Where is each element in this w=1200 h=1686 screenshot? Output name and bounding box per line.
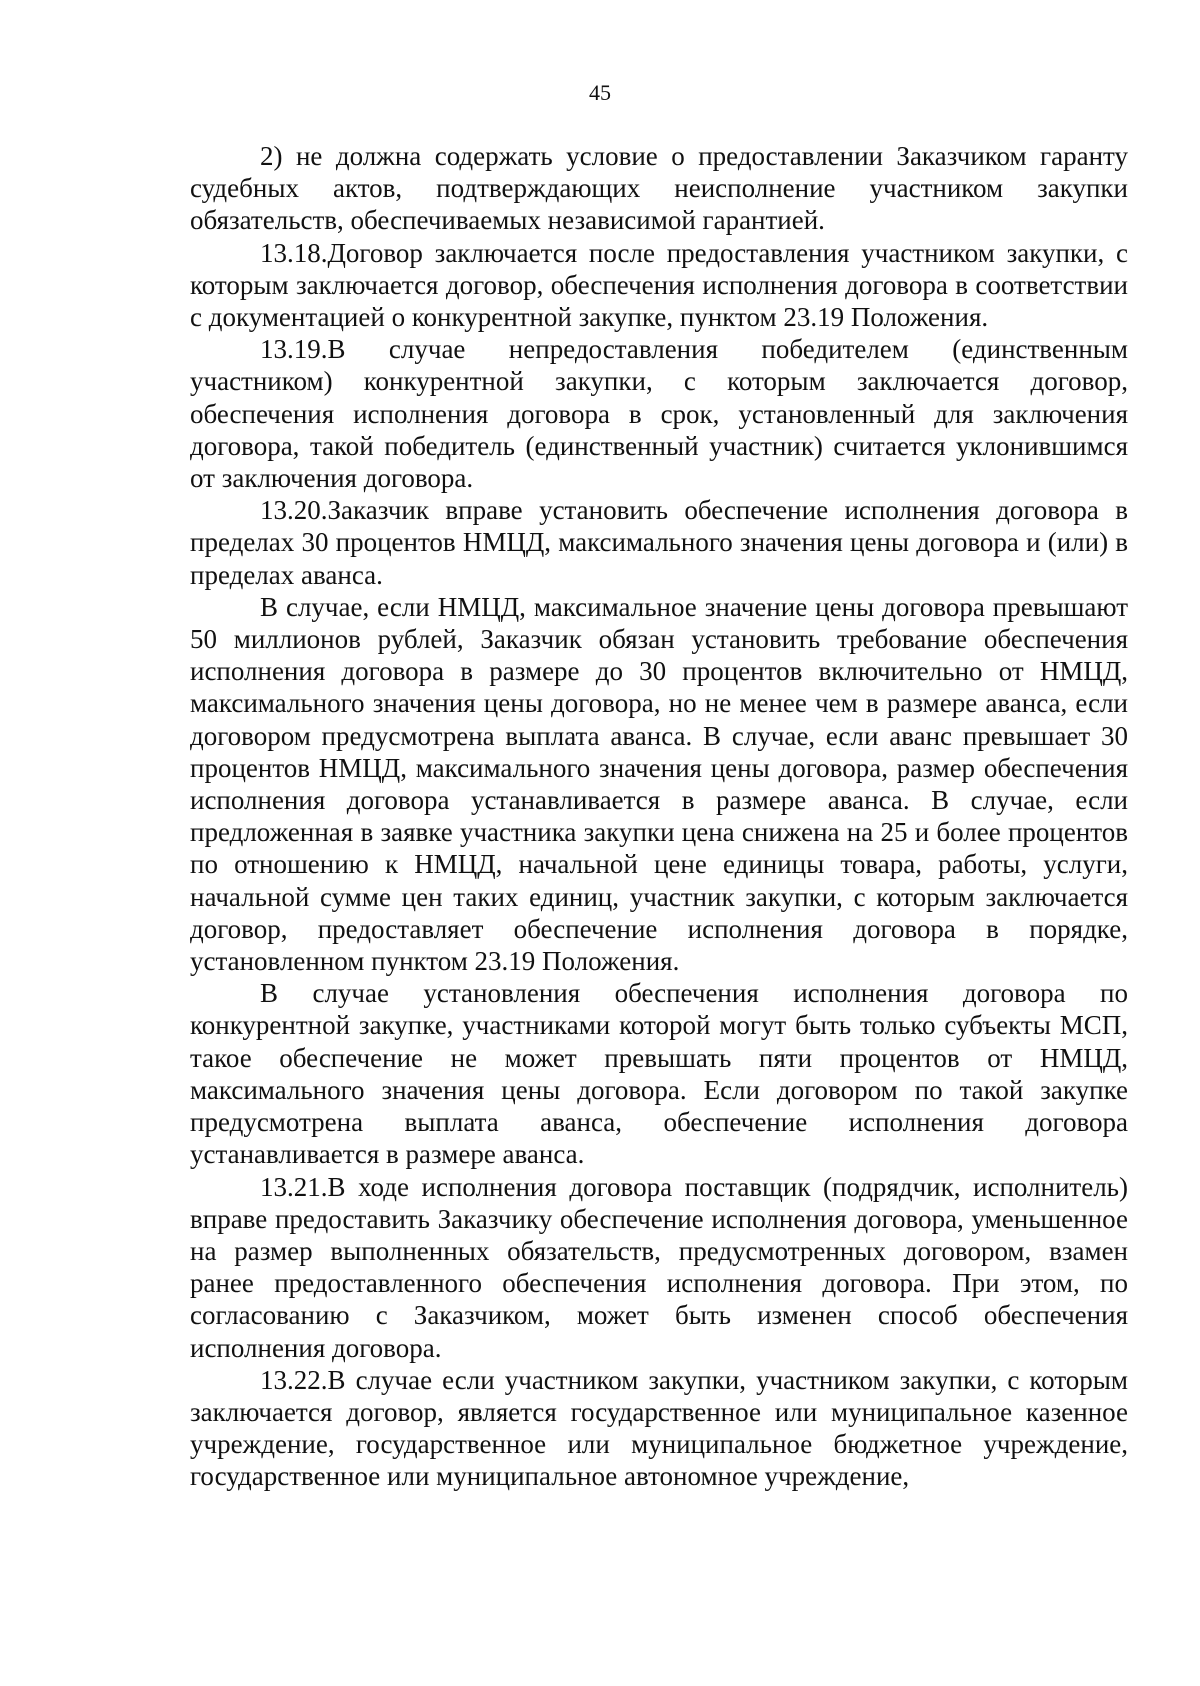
paragraph-13-18: 13.18.Договор заключается после предоставления участником закупки, с которым заключается договор, обеспечения исполнения договора в соответствии с документацией о конкурентной закупке, пунктом 23.19 Положения. <box>190 237 1128 333</box>
paragraph-13-20-part-3: В случае установления обеспечения исполнения договора по конкурентной закупке, участниками которой могут быть только субъекты МСП, такое обеспечение не может превышать пяти процентов от НМЦД, максимального значения цены договора. Если договором по такой закупке предусмотрена выплата аванса, обеспечение исполнения договора устанавливается в размере аванса. <box>190 978 1128 1170</box>
paragraph-13-21: 13.21.В ходе исполнения договора поставщик (подрядчик, исполнитель) вправе предоставить Заказчику обеспечение исполнения договора, уменьшенное на размер выполненных обязательств, предусмотренных договором, взамен ранее предоставленного обеспечения исполнения договора. При этом, по согласованию с Заказчиком, может быть изменен способ обеспечения исполнения договора. <box>190 1171 1128 1363</box>
paragraph-13-22: 13.22.В случае если участником закупки, участником закупки, с которым заключается договор, является государственное или муниципальное казенное учреждение, государственное или муниципальное бюджетное учреждение, государственное или муниципальное автономное учреждение, <box>190 1364 1128 1492</box>
paragraph-item-2: 2) не должна содержать условие о предоставлении Заказчиком гаранту судебных актов, подтверждающих неисполнение участником закупки обязательств, обеспечиваемых независимой гарантией. <box>190 141 1128 236</box>
paragraph-13-19: 13.19.В случае непредоставления победителем (единственным участником) конкурентной закупки, с которым заключается договор, обеспечения исполнения договора в срок, установленный для заключения договора, такой победитель (единственный участник) считается уклонившимся от заключения договора. <box>190 334 1128 494</box>
paragraph-13-20: 13.20.Заказчик вправе установить обеспечение исполнения договора в пределах 30 процентов НМЦД, максимального значения цены договора и (или) в пределах аванса. <box>190 495 1128 590</box>
page-number: 45 <box>589 80 611 105</box>
paragraph-13-20-part-2: В случае, если НМЦД, максимальное значение цены договора превышают 50 миллионов рублей, Заказчик обязан установить требование обеспечения исполнения договора в размере до 30 процентов включительно от НМЦД, максимального значения цены договора, но не менее чем в размере аванса, если договором предусмотрена выплата аванса. В случае, если аванс превышает 30 процентов НМЦД, максимального значения цены договора, размер обеспечения исполнения договора устанавливается в размере аванса. В случае, если предложенная в заявке участника закупки цена снижена на 25 и более процентов по отношению к НМЦД, начальной цене единицы товара, работы, услуги, начальной сумме цен таких единиц, участник закупки, с которым заключается договор, предоставляет обеспечение исполнения договора в порядке, установленном пунктом 23.19 Положения. <box>190 591 1128 977</box>
document-body <box>190 140 1128 1493</box>
